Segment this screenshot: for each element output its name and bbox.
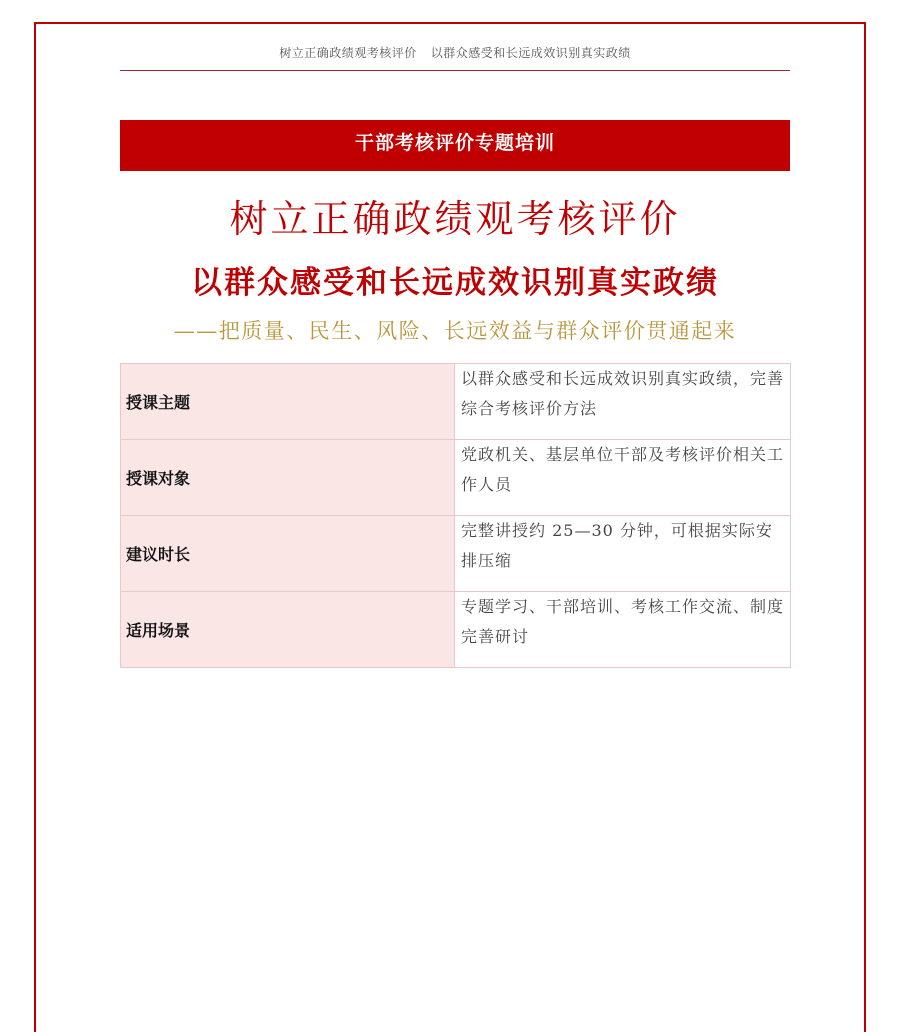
row-label: 授课对象 (121, 440, 455, 516)
table-row (121, 364, 791, 440)
running-header-right: 以群众感受和长远成效识别真实政绩 (430, 46, 631, 60)
row-value: 以群众感受和长远成效识别真实政绩，完善综合考核评价方法 (455, 364, 791, 440)
banner-text: 干部考核评价专题培训 (354, 132, 555, 154)
section-banner (120, 120, 790, 171)
running-header-left: 树立正确政绩观考核评价 (279, 46, 417, 60)
running-header (120, 44, 790, 61)
row-value: 完整讲授约 25—30 分钟，可根据实际安排压缩 (455, 516, 791, 592)
document-tagline: ——把质量、民生、风险、长远效益与群众评价贯通起来 (173, 319, 737, 343)
row-value: 党政机关、基层单位干部及考核评价相关工作人员 (455, 440, 791, 516)
table-row (121, 592, 791, 668)
document-subtitle: 以群众感受和长远成效识别真实政绩 (191, 265, 719, 301)
document-title: 树立正确政绩观考核评价 (229, 197, 681, 241)
row-label: 授课主题 (121, 364, 455, 440)
row-label: 适用场景 (121, 592, 455, 668)
row-value: 专题学习、干部培训、考核工作交流、制度完善研讨 (455, 592, 791, 668)
row-label: 建议时长 (121, 516, 455, 592)
table-row (121, 440, 791, 516)
header-divider (120, 70, 790, 71)
course-info-table (120, 363, 791, 668)
table-row (121, 516, 791, 592)
